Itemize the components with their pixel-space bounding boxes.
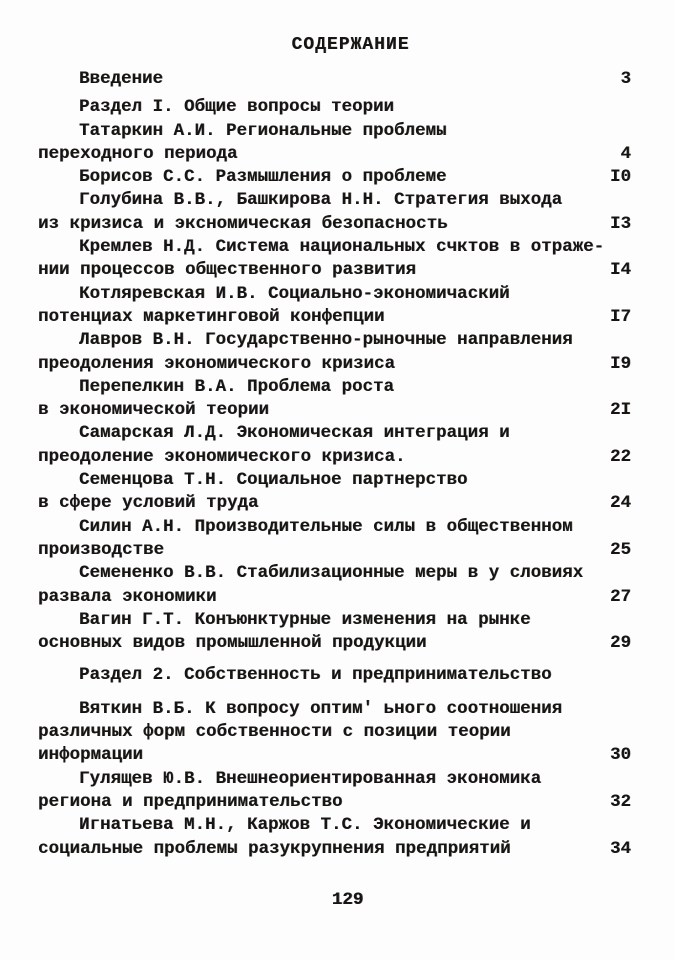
toc-row [0, 516, 675, 539]
toc-line-text: развала экономики [38, 586, 217, 607]
toc-row [0, 562, 675, 585]
toc-line-text: в сфере условий труда [38, 493, 259, 514]
toc-row [0, 698, 675, 721]
toc-row [0, 721, 675, 744]
toc-row [0, 166, 675, 189]
toc-line-text: Самарская Л.Д. Экономическая интеграция и [79, 423, 510, 444]
toc-line-text: потенциах маркетинговой конфепции [38, 306, 385, 327]
toc-row [0, 96, 675, 119]
toc-line-text: различных форм собственности с позиции теории [38, 722, 511, 743]
toc-row [0, 329, 675, 352]
toc-row [0, 120, 675, 143]
toc-line-text: Голубина В.В., Башкирова Н.Н. Стратегия выхода [79, 190, 563, 211]
toc-row [0, 814, 675, 837]
toc-row [0, 143, 675, 166]
toc-row [0, 492, 675, 515]
toc-row [0, 768, 675, 791]
toc-row [0, 791, 675, 814]
toc-row [0, 399, 675, 422]
toc-row [0, 838, 675, 861]
toc-line-text: в экономической теории [38, 400, 270, 421]
toc-line-text: Раздел 2. Собственность и предпринимательство [79, 665, 552, 686]
toc-row [0, 236, 675, 259]
toc-page-number: 25 [609, 539, 631, 560]
toc-line-text: Силин А.Н. Производительные силы в общественном [79, 516, 573, 537]
toc-row [0, 744, 675, 767]
toc-row [0, 259, 675, 282]
toc-page-number: I4 [609, 260, 631, 281]
toc-list [0, 68, 675, 861]
toc-row [0, 283, 675, 306]
toc-line-text: нии процессов общественного развития [38, 260, 417, 281]
toc-page-number: 29 [609, 633, 631, 654]
footer-page-number: 129 [331, 890, 364, 910]
toc-page-number: 22 [609, 446, 631, 467]
toc-line-text: Вяткин В.Б. К вопросу оптим' ьного соотношения [79, 698, 563, 719]
toc-line-text: Семенцова Т.Н. Социальное партнерство [79, 470, 468, 491]
toc-row [0, 446, 675, 469]
toc-line-text: преодоление экономического кризиса. [38, 446, 406, 467]
toc-line-text: Котляревская И.В. Социально-экономичаский [79, 283, 510, 304]
toc-row [0, 586, 675, 609]
toc-line-text: Кремлев Н.Д. Система национальных счктов в отраже- [79, 237, 605, 258]
toc-page-number: 30 [609, 745, 631, 766]
toc-line-text: Раздел I. Общие вопросы теории [79, 97, 395, 118]
toc-page-number: 24 [609, 493, 631, 514]
page-title: СОДЕРЖАНИЕ [291, 35, 410, 55]
toc-line-text: Игнатьева М.Н., Каржов Т.С. Экономические и [79, 815, 531, 836]
toc-line-text: основных видов промышленной продукции [38, 633, 427, 654]
toc-line-text: социальные проблемы разукрупнения предприятий [38, 838, 511, 859]
toc-row [0, 539, 675, 562]
toc-row [0, 306, 675, 329]
toc-page-number: I9 [609, 353, 631, 374]
toc-page-number: 4 [620, 143, 631, 164]
toc-line-text: Перепелкин В.А. Проблема роста [79, 376, 395, 397]
toc-line-text: Татаркин А.И. Региональные проблемы [79, 120, 447, 141]
toc-page-number: 32 [609, 791, 631, 812]
toc-page-number: I7 [609, 306, 631, 327]
toc-line-text: из кризиса и эксномическая безопасность [38, 213, 448, 234]
toc-line-text: Гулящев Ю.В. Внешнеориентированная экономика [79, 768, 542, 789]
toc-row [0, 422, 675, 445]
toc-row [0, 632, 675, 655]
toc-row [0, 189, 675, 212]
toc-page-number: 2I [609, 400, 631, 421]
toc-line-text: Лавров В.Н. Государственно-рыночные направления [79, 330, 573, 351]
toc-page-number: 34 [609, 838, 631, 859]
toc-row [0, 376, 675, 399]
toc-line-text: Борисов С.С. Размышления о проблеме [79, 167, 447, 188]
toc-row [0, 469, 675, 492]
toc-row [0, 609, 675, 632]
toc-page-number: 3 [620, 69, 631, 89]
toc-row [0, 213, 675, 236]
toc-line-text: Семененко В.В. Стабилизационные меры в у словиях [79, 563, 584, 584]
toc-row [0, 353, 675, 376]
toc-page-number: I3 [609, 213, 631, 234]
toc-page-number: 27 [609, 586, 631, 607]
toc-line-text: производстве [38, 539, 165, 560]
toc-line-text: региона и предпринимательство [38, 791, 343, 812]
toc-row [0, 664, 675, 687]
toc-line-text: Введение [79, 69, 164, 89]
toc-line-text: переходного периода [38, 143, 238, 164]
toc-page-number: I0 [609, 167, 631, 188]
toc-line-text: преодоления экономического кризиса [38, 353, 396, 374]
toc-row [0, 68, 675, 91]
toc-line-text: Вагин Г.Т. Конъюнктурные изменения на рынке [79, 609, 531, 630]
toc-line-text: информации [38, 745, 144, 766]
